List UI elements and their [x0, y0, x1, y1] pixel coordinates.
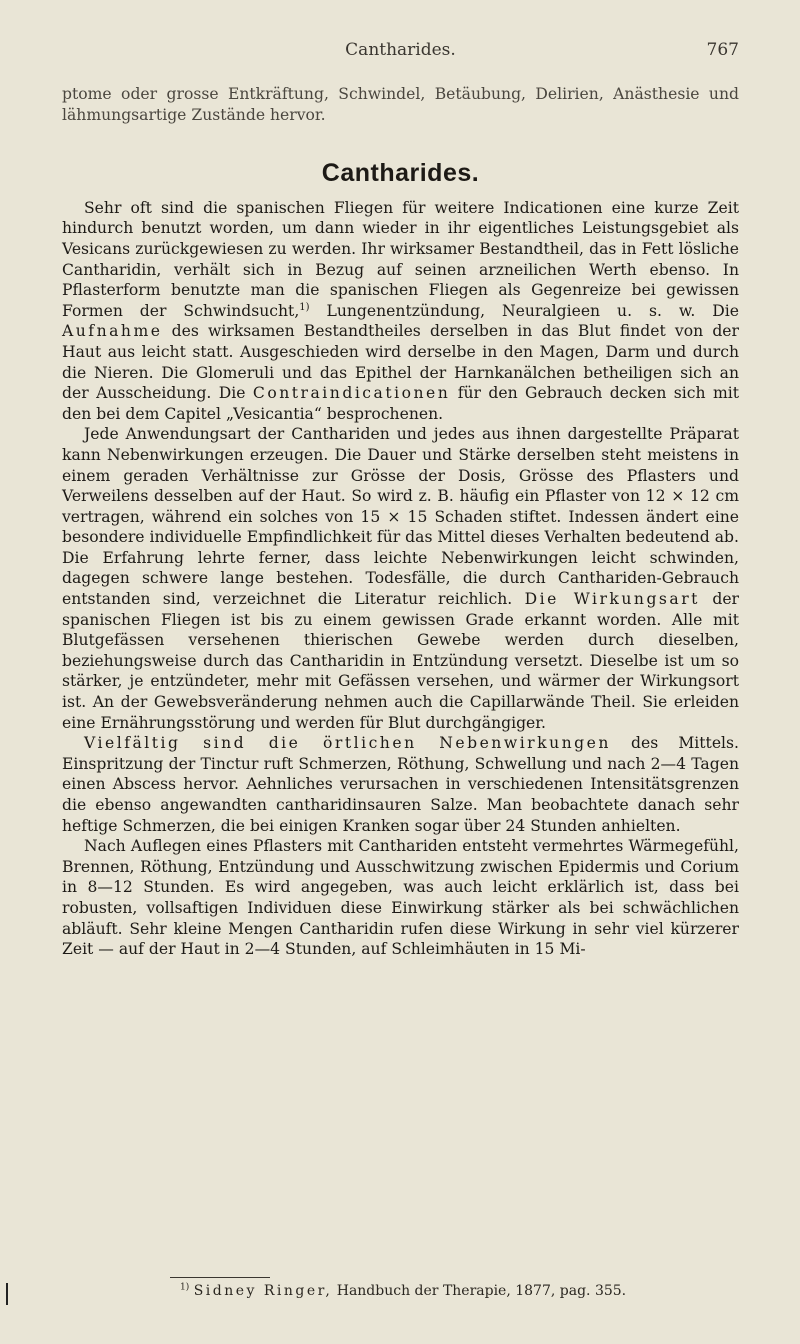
paragraph-3-text: des Mittels. Einspritzung der Tinctur ruft Schmerzen, Röthung, Schwellung und nach 2—4 Tagen einen Abscess hervor. Aehnliches verursachen in verschiedenen Intensitätsgrenzen die ebenso angewandten cantharidinsauren Salze. Man beobachtete danach sehr heftige Schmerzen, die bei einigen Kranken sogar über 24 Stunden anhielten. [62, 734, 739, 835]
section-title: Cantharides. [321, 159, 480, 188]
page-number: 767 [706, 40, 739, 60]
footnote-author: Sidney Ringer, [193, 1283, 333, 1299]
footnote-reference: 1) [299, 301, 310, 313]
paragraph-3 [62, 733, 739, 836]
paragraph-1 [62, 198, 739, 425]
footnote-mark: 1) [180, 1282, 190, 1293]
emphasis-oertliche-nebenwirkungen: Vielfältig sind die örtlichen Nebenwirkungen [84, 734, 611, 753]
running-title: Cantharides. [345, 40, 456, 60]
emphasis-wirkungsart: Die Wirkungsart [524, 590, 700, 609]
lead-paragraph: ptome oder grosse Entkräftung, Schwindel, Betäubung, Delirien, Anästhesie und lähmungsartige Zustände hervor. [62, 85, 739, 124]
paragraph-2-text-b: der spanischen Fliegen ist bis zu einem gewissen Grade erkannt worden. Alle mit Blutgefässen versehenen thierischen Gewebe werden durch dieselben, beziehungsweise durch das Cantharidin in Entzündung versetzt. Dieselbe ist um so stärker, je entzündeter, mehr mit Gefässen versehen, und wärmer der Wirkungsort ist. An der Gewebsveränderung nehmen auch die Capillarwände Theil. Sie erleiden eine Ernährungsstörung und werden für Blut durchgängiger. [62, 590, 739, 732]
paragraph-1-text-a: Sehr oft sind die spanischen Fliegen für weitere Indicationen eine kurze Zeit hindurch benutzt worden, um dann wieder in ihr eigentliches Leistungsgebiet als Vesicans zurückgewiesen zu werden. Ihr wirksamer Bestandtheil, das in Fett lösliche Cantharidin, verhält sich in Bezug auf seinen arzneilichen Werth ebenso. In Pflasterform benutzte man die spanischen Fliegen als Gegenreize bei gewissen Formen der Schwindsucht, [62, 198, 739, 320]
paragraph-1-text-c: des wirksamen Bestandtheiles derselben in das Blut findet von der Haut aus leicht statt. Ausgeschieden wird derselbe in den Magen, Darm und durch die Nieren. Die Glomeruli und das Epithel der Harnkanälchen betheiligen sich an der Ausscheidung. Die [62, 322, 739, 403]
emphasis-contraindicationen: Contraindicationen [252, 384, 451, 403]
margin-mark [6, 1283, 8, 1305]
body-text [62, 84, 739, 960]
page-header [62, 40, 739, 64]
paragraph-4: Nach Auflegen eines Pflasters mit Canthariden entsteht vermehrtes Wärmegefühl, Brennen, Röthung, Entzündung und Ausschwitzung zwischen Epidermis und Corium in 8—12 Stunden. Es wird angegeben, was auch leicht erklärlich ist, dass bei robusten, vollsaftigen Individuen diese Einwirkung stärker als bei schwächlichen abläuft. Sehr kleine Mengen Cantharidin rufen diese Wirkung in sehr viel kürzerer Zeit — auf der Haut in 2—4 Stunden, auf Schleimhäuten in 15 Mi- [62, 837, 739, 959]
paragraph-2-text-a: Jede Anwendungsart der Canthariden und jedes aus ihnen dargestellte Präparat kann Nebenwirkungen erzeugen. Die Dauer und Stärke derselben steht meistens in einem geraden Verhältnisse zur Grösse der Dosis, Grösse des Pflasters und Verweilens desselben auf der Haut. So wird z. B. häufig ein Pflaster von 12 × 12 cm vertragen, während ein solches von 15 × 15 Schaden stiftet. Indessen ändert eine besondere individuelle Empfindlichkeit für das Mittel dieses Verhalten bedeutend ab. Die Erfahrung lehrte ferner, dass leichte Nebenwirkungen leicht schwinden, dagegen schwere lange bestehen. Todesfälle, die durch Canthariden-Gebrauch entstanden sind, verzeichnet die Literatur reichlich. [62, 425, 739, 609]
paragraph-1-text-d: für den Gebrauch decken sich mit den bei dem Capitel „Vesicantia“ besprochenen. [62, 384, 739, 423]
paragraph-1-text-b: Lungenentzündung, Neuralgieen u. s. w. Die [309, 301, 739, 320]
footnote [180, 1283, 740, 1299]
footnote-text: Handbuch der Therapie, 1877, pag. 355. [332, 1283, 627, 1299]
emphasis-aufnahme: Aufnahme [62, 322, 163, 341]
footnote-divider [170, 1277, 270, 1278]
paragraph-2 [62, 424, 739, 733]
